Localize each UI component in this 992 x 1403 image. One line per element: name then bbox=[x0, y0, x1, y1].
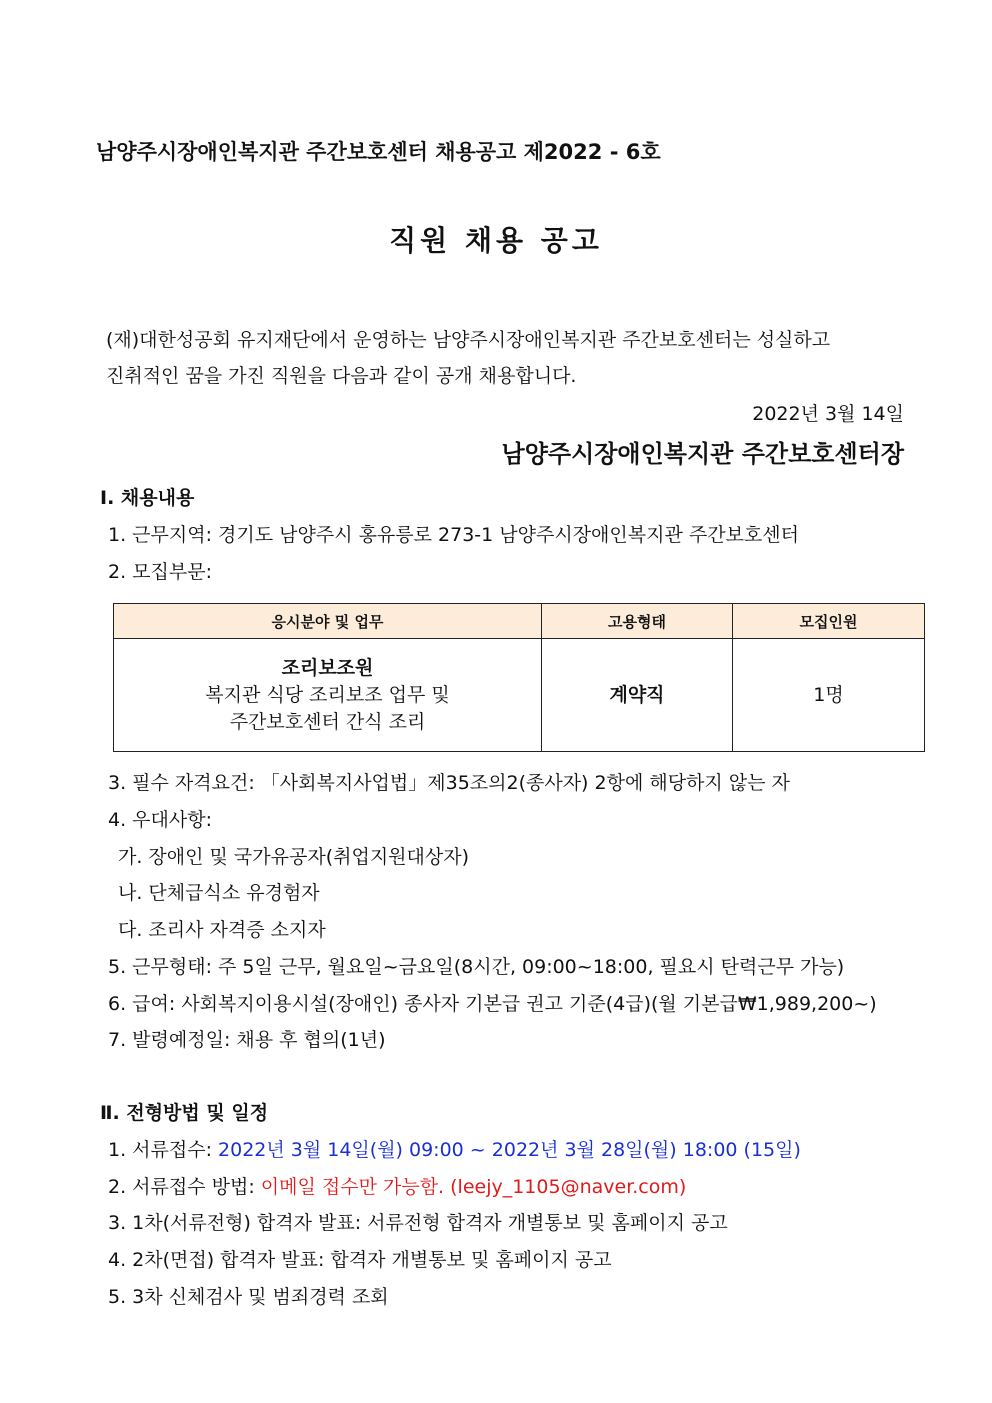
section-1-item-5: 5. 근무형태: 주 5일 근무, 월요일~금요일(8시간, 09:00~18:00, 필요시 탄력근무 가능) bbox=[108, 956, 845, 978]
job-title: 조리보조원 bbox=[281, 656, 374, 679]
section-2-item-5: 5. 3차 신체검사 및 범죄경력 조회 bbox=[108, 1286, 389, 1308]
section-1-heading: Ⅰ. 채용내용 bbox=[100, 487, 195, 509]
submission-period-label: 1. 서류접수: bbox=[108, 1139, 219, 1161]
notice-date: 2022년 3월 14일 bbox=[752, 403, 904, 425]
section-1-item-4: 4. 우대사항: bbox=[108, 809, 212, 831]
section-2-heading: Ⅱ. 전형방법 및 일정 bbox=[100, 1102, 269, 1124]
job-description-1: 복지관 식당 조리보조 업무 및 bbox=[205, 683, 450, 706]
section-2-item-1 bbox=[108, 1138, 801, 1162]
section-1-item-6: 6. 급여: 사회복지이용시설(장애인) 종사자 기본급 권고 기준(4급)(월 기본급₩1,989,200~) bbox=[108, 993, 877, 1015]
job-description-2: 주간보호센터 간식 조리 bbox=[229, 710, 426, 733]
preference-item-a: 가. 장애인 및 국가유공자(취업지원대상자) bbox=[118, 846, 470, 868]
page-title: 직원 채용 공고 bbox=[389, 224, 603, 257]
section-1-item-7: 7. 발령예정일: 채용 후 협의(1년) bbox=[108, 1029, 386, 1051]
intro-line-2: 진취적인 꿈을 가진 직원을 다음과 같이 공개 채용합니다. bbox=[106, 365, 577, 387]
section-2-item-4: 4. 2차(면접) 합격자 발표: 합격자 개별통보 및 홈페이지 공고 bbox=[108, 1249, 612, 1271]
recruitment-table bbox=[113, 603, 925, 752]
headcount-cell: 1명 bbox=[733, 639, 925, 752]
section-1-item-2: 2. 모집부문: bbox=[108, 561, 212, 583]
table-row bbox=[114, 639, 925, 752]
signer: 남양주시장애인복지관 주간보호센터장 bbox=[501, 440, 904, 468]
table-header-row bbox=[114, 604, 925, 639]
job-cell bbox=[114, 639, 542, 752]
table-header-cell: 모집인원 bbox=[733, 604, 925, 639]
preference-item-b: 나. 단체급식소 유경험자 bbox=[118, 882, 320, 904]
section-2-item-2 bbox=[108, 1175, 686, 1199]
section-1-item-3: 3. 필수 자격요건: 「사회복지사업법」제35조의2(종사자) 2항에 해당하지 않는 자 bbox=[108, 772, 790, 794]
table-header-cell: 고용형태 bbox=[542, 604, 733, 639]
preference-item-c: 다. 조리사 자격증 소지자 bbox=[118, 919, 326, 941]
intro-line-1: (재)대한성공회 유지재단에서 운영하는 남양주시장애인복지관 주간보호센터는 성실하고 bbox=[106, 329, 831, 351]
section-2-item-3: 3. 1차(서류전형) 합격자 발표: 서류전형 합격자 개별통보 및 홈페이지 공고 bbox=[108, 1212, 728, 1234]
submission-method-value: 이메일 접수만 가능함. (leejy_1105@naver.com) bbox=[260, 1176, 687, 1198]
table-header-cell: 응시분야 및 업무 bbox=[114, 604, 542, 639]
submission-method-label: 2. 서류접수 방법: bbox=[108, 1176, 261, 1198]
section-1-item-1: 1. 근무지역: 경기도 남양주시 홍유릉로 273-1 남양주시장애인복지관 주간보호센터 bbox=[108, 524, 799, 546]
employment-type-cell: 계약직 bbox=[542, 639, 733, 752]
submission-period-value: 2022년 3월 14일(월) 09:00 ~ 2022년 3월 28일(월) 18:00 (15일) bbox=[218, 1139, 801, 1161]
notice-number: 남양주시장애인복지관 주간보호센터 채용공고 제2022 - 6호 bbox=[96, 140, 661, 164]
